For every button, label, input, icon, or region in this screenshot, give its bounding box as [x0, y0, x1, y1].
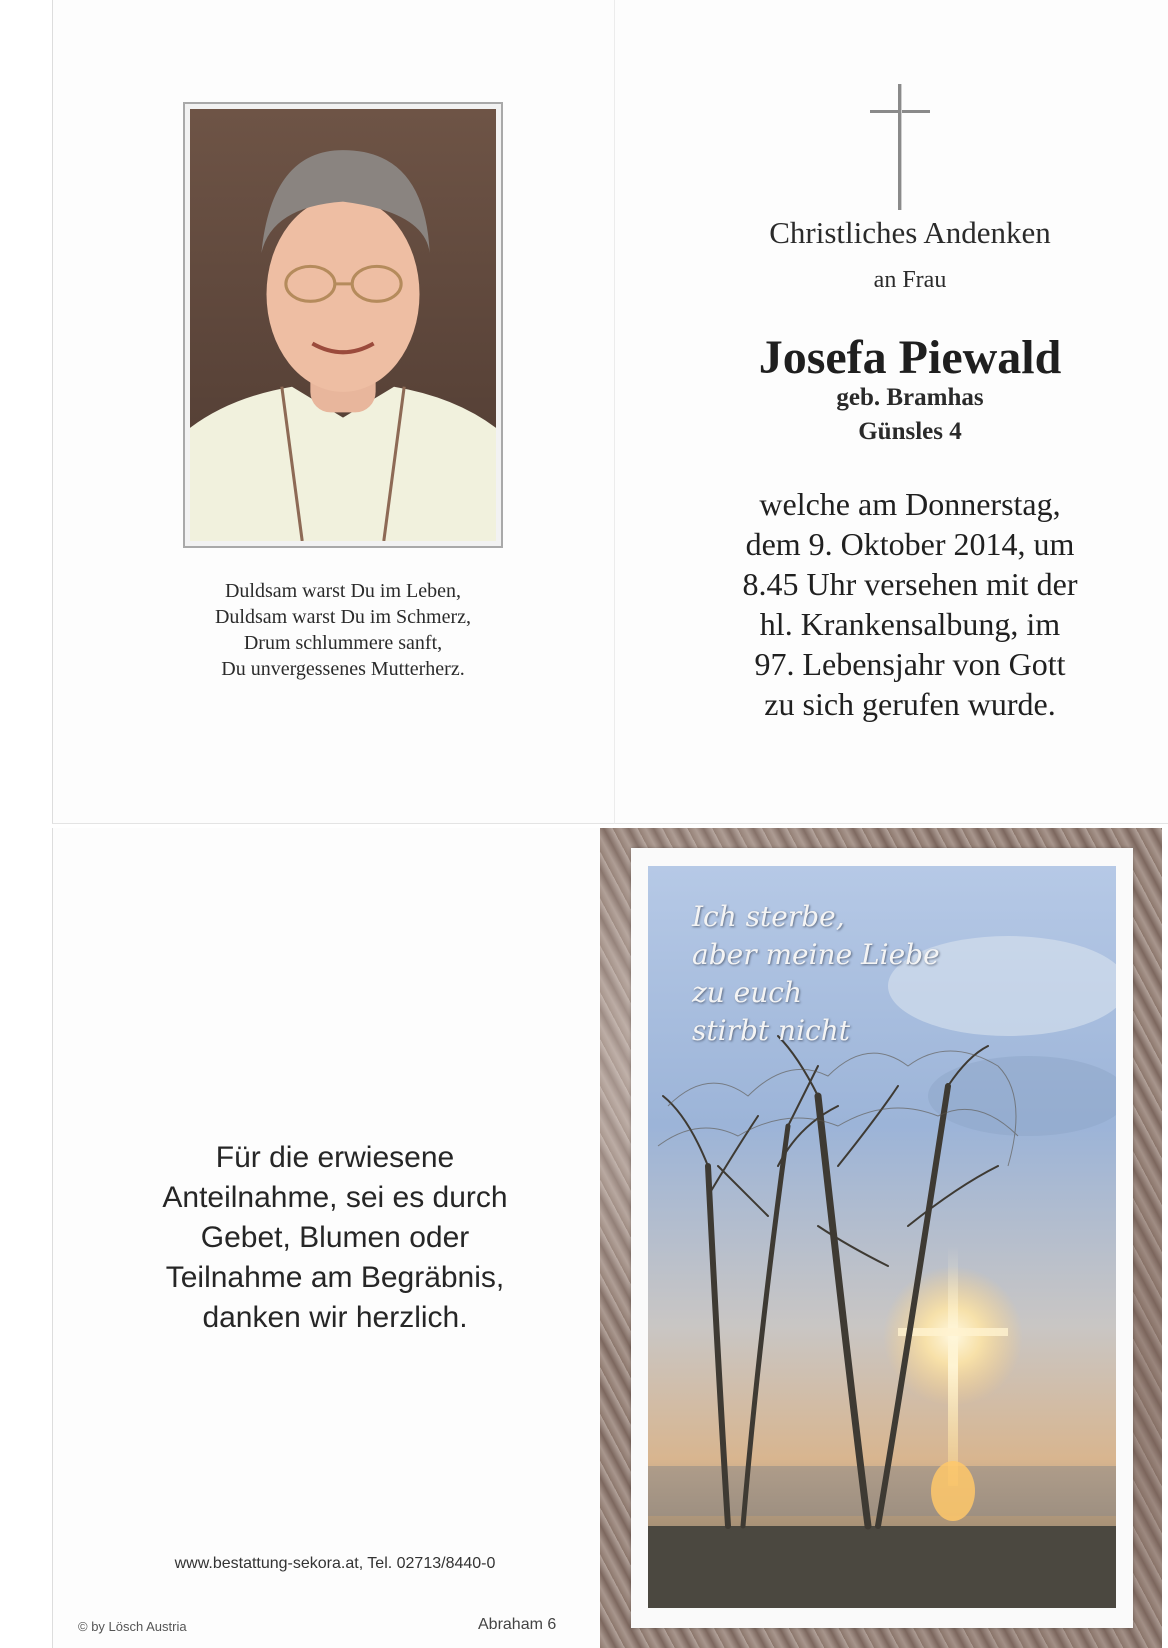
maiden-name: geb. Bramhas: [836, 384, 984, 411]
thanks-line: Teilnahme am Begräbnis,: [165, 1261, 505, 1294]
poem-line: Duldsam warst Du im Schmerz,: [214, 606, 472, 628]
poem-line: Duldsam warst Du im Leben,: [224, 580, 462, 602]
card-model: Abraham 6: [478, 1616, 557, 1633]
obituary-line: dem 9. Oktober 2014, um: [745, 526, 1075, 562]
contact-info: www.bestattung-sekora.at, Tel. 02713/8440-0: [174, 1555, 496, 1572]
obituary-line: hl. Krankensalbung, im: [759, 606, 1061, 642]
verse-line: zu euch: [692, 976, 803, 1009]
obituary-line: welche am Donnerstag,: [759, 486, 1061, 522]
address: Günsles 4: [858, 418, 962, 445]
verse-line: aber meine Liebe: [692, 938, 940, 971]
obituary-text: [690, 484, 1130, 724]
verse-line: stirbt nicht: [692, 1014, 850, 1047]
poem-line: Du unvergessenes Mutterherz.: [221, 658, 465, 680]
verse-line: Ich sterbe,: [692, 900, 845, 933]
deceased-name: Josefa Piewald: [758, 331, 1062, 384]
portrait-frame: [183, 102, 503, 548]
obituary-line: zu sich gerufen wurde.: [764, 686, 1056, 722]
thanks-line: danken wir herzlich.: [202, 1301, 468, 1334]
obituary-line: 8.45 Uhr versehen mit der: [742, 566, 1078, 602]
portrait-photo: [190, 109, 496, 541]
thanks-line: Gebet, Blumen oder: [200, 1221, 470, 1254]
verse: [692, 898, 940, 1050]
poem: [130, 578, 556, 682]
thanks-text: [120, 1138, 550, 1338]
header-title: Christliches Andenken: [769, 215, 1051, 250]
thanks-line: Für die erwiesene: [215, 1141, 455, 1174]
thanks-line: Anteilnahme, sei es durch: [162, 1181, 508, 1214]
copyright: © by Lösch Austria: [78, 1619, 187, 1634]
poem-line: Drum schlummere sanft,: [243, 632, 443, 654]
obituary-line: 97. Lebensjahr von Gott: [754, 646, 1066, 682]
header-subtitle: an Frau: [873, 267, 947, 293]
cross-icon: [870, 84, 930, 210]
